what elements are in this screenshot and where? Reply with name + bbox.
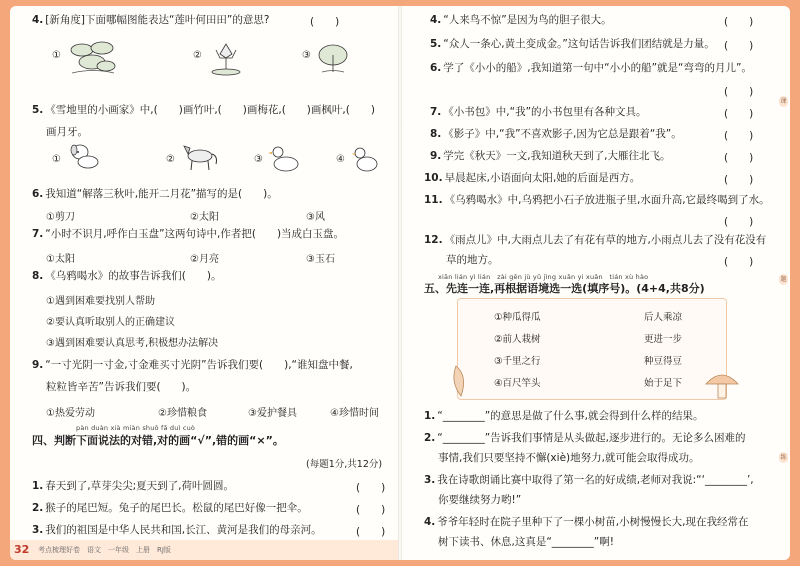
option-b: ②月亮 <box>190 254 219 265</box>
judge-6: 6. 学了《小小的船》,我知道第一句中“小小的船”就是“弯弯的月儿”。 <box>430 62 752 74</box>
question-7: 7. “小时不识月,呼作白玉盘”这两句诗中,作者把( )当成白玉盘。 <box>32 228 345 240</box>
judge-5: 5. “众人一条心,黄土变成金。”这句话告诉我们团结就是力量。 <box>430 38 715 50</box>
answer-paren[interactable]: ( ) <box>724 40 754 52</box>
match-left-item[interactable]: ③千里之行 <box>494 356 541 367</box>
section-4-pinyin: pàn duàn xià miàn shuō fǎ duì cuò <box>76 424 196 432</box>
option-c: ③风 <box>306 212 325 223</box>
match-right-item[interactable]: 后人乘凉 <box>644 312 683 323</box>
leaf-decoration-icon <box>446 358 476 398</box>
option-label: ① <box>52 50 61 61</box>
option-a: ①遇到困难要找别人帮助 <box>46 296 155 307</box>
fill-2: 2. “________”告诉我们事情是从头做起,逐步进行的。无论多么困难的 <box>424 432 746 444</box>
fill-4: 4. 爷爷年轻时在院子里种下了一棵小树苗,小树慢慢长大,现在我经常在 <box>424 516 749 528</box>
side-tab: 练 <box>780 454 787 461</box>
option-a: ①热爱劳动 <box>46 408 95 419</box>
judge-4: 4. “人来鸟不惊”是因为鸟的胆子很大。 <box>430 14 612 26</box>
duck-image <box>268 144 302 174</box>
answer-paren[interactable]: ( ) <box>724 256 754 268</box>
option-label: ② <box>166 154 175 165</box>
section-5-heading: 五、先连一连,再根据语境选一选(填序号)。(4+4,共8分) <box>424 282 705 295</box>
option-a: ①太阳 <box>46 254 75 265</box>
match-right-item[interactable]: 种豆得豆 <box>644 356 683 367</box>
question-5-continued: 画月牙。 <box>46 126 88 138</box>
dog-image <box>66 142 102 172</box>
judge-12-continued: 草的地方。 <box>446 254 499 266</box>
match-right-item[interactable]: 更进一步 <box>644 334 683 345</box>
option-label: ① <box>52 154 61 165</box>
option-a: ①剪刀 <box>46 212 75 223</box>
option-label: ③ <box>302 50 311 61</box>
question-9-continued: 粒粒皆辛苦”告诉我们要( )。 <box>46 381 197 393</box>
section-4-heading: 四、判断下面说法的对错,对的画“√”,错的画“×”。 <box>32 434 284 447</box>
matching-box <box>457 298 727 400</box>
judge-3: 3. 我们的祖国是中华人民共和国,长江、黄河是我们的母亲河。 <box>32 524 322 536</box>
answer-paren[interactable]: ( ) <box>724 174 754 186</box>
answer-paren[interactable]: ( ) <box>724 16 754 28</box>
fill-3-continued: 你要继续努力哟!” <box>438 494 522 506</box>
section-4-score: (每题1分,共12分) <box>306 459 383 470</box>
chick-image <box>350 144 380 174</box>
match-left-item[interactable]: ④百尺竿头 <box>494 378 541 389</box>
option-c: ③玉石 <box>306 254 335 265</box>
answer-paren[interactable]: ( ) <box>724 216 754 228</box>
single-leaf-image <box>316 40 350 74</box>
answer-paren[interactable]: ( ) <box>356 526 386 538</box>
question-4: 4. [新角度]下面哪幅图能表达“莲叶何田田”的意思? <box>32 14 270 26</box>
option-b: ②珍惜粮食 <box>158 408 207 419</box>
question-5: 5. 《雪地里的小画家》中,( )画竹叶,( )画梅花,( )画枫叶,( ) <box>32 104 375 116</box>
match-left-item[interactable]: ①种瓜得瓜 <box>494 312 541 323</box>
page-number: 32 <box>14 543 30 556</box>
footer-text: 考点梳理好卷 语文 一年级 上册 RJ版 <box>38 546 171 554</box>
answer-paren[interactable]: ( ) <box>724 130 754 142</box>
option-c: ③遇到困难要认真思考,积极想办法解决 <box>46 338 219 349</box>
answer-paren[interactable]: ( ) <box>310 16 340 28</box>
option-label: ④ <box>336 154 345 165</box>
answer-paren[interactable]: ( ) <box>356 504 386 516</box>
option-b: ②要认真听取别人的正确建议 <box>46 317 175 328</box>
answer-paren[interactable]: ( ) <box>724 152 754 164</box>
judge-1: 1. 春天到了,草芽尖尖;夏天到了,荷叶圆圆。 <box>32 480 235 492</box>
question-8: 8. 《乌鸦喝水》的故事告诉我们( )。 <box>32 270 222 282</box>
option-c: ③爱护餐具 <box>248 408 297 419</box>
judge-8: 8. 《影子》中,“我”不喜欢影子,因为它总是跟着“我”。 <box>430 128 682 140</box>
option-label: ② <box>193 50 202 61</box>
right-page <box>402 6 790 560</box>
side-tab: 课 <box>780 98 787 105</box>
judge-7: 7. 《小书包》中,“我”的小书包里有各种文具。 <box>430 106 647 118</box>
judge-10: 10. 早晨起床,小语面向太阳,她的后面是西方。 <box>424 172 641 184</box>
match-left-item[interactable]: ②前人栽树 <box>494 334 541 345</box>
horse-image <box>180 142 220 172</box>
workbook-spread <box>10 6 790 560</box>
option-d: ④珍惜时间 <box>330 408 379 419</box>
option-label: ③ <box>254 154 263 165</box>
left-page <box>10 6 400 560</box>
judge-12: 12. 《雨点儿》中,大雨点儿去了有花有草的地方,小雨点儿去了没有花没有 <box>424 234 767 246</box>
answer-paren[interactable]: ( ) <box>724 86 754 98</box>
answer-paren[interactable]: ( ) <box>356 482 386 494</box>
judge-9: 9. 学完《秋天》一文,我知道秋天到了,大雁往北飞。 <box>430 150 671 162</box>
fill-4-continued: 树下读书、休息,这真是“________”啊! <box>438 536 614 548</box>
judge-2: 2. 猴子的尾巴短。兔子的尾巴长。松鼠的尾巴好像一把伞。 <box>32 502 308 514</box>
side-tab: 题 <box>780 276 787 283</box>
lotus-flower-image <box>208 38 244 76</box>
section-5-pinyin: xiān lián yì lián zài gēn jù yǔ jìng xuǎn yi xuǎn tián xù hào <box>438 273 649 281</box>
judge-11: 11. 《乌鸦喝水》中,乌鸦把小石子放进瓶子里,水面升高,它最终喝到了水。 <box>424 194 770 206</box>
question-9: 9. “一寸光阴一寸金,寸金难买寸光阴”告诉我们要( ),“谁知盘中餐, <box>32 359 353 371</box>
match-right-item[interactable]: 始于足下 <box>644 378 683 389</box>
option-b: ②太阳 <box>190 212 219 223</box>
question-6: 6. 我知道“解落三秋叶,能开二月花”描写的是( )。 <box>32 188 278 200</box>
answer-paren[interactable]: ( ) <box>724 108 754 120</box>
mushroom-decoration-icon <box>702 366 742 400</box>
lotus-leaves-image <box>68 38 118 76</box>
fill-3: 3. 我在诗歌朗诵比赛中取得了第一名的好成绩,老师对我说:“‘________’, <box>424 474 754 486</box>
fill-2-continued: 事情,我们只要坚持不懈(xiè)地努力,就可能会取得成功。 <box>438 452 700 464</box>
fill-1: 1. “________”的意思是做了什么事,就会得到什么样的结果。 <box>424 410 704 422</box>
